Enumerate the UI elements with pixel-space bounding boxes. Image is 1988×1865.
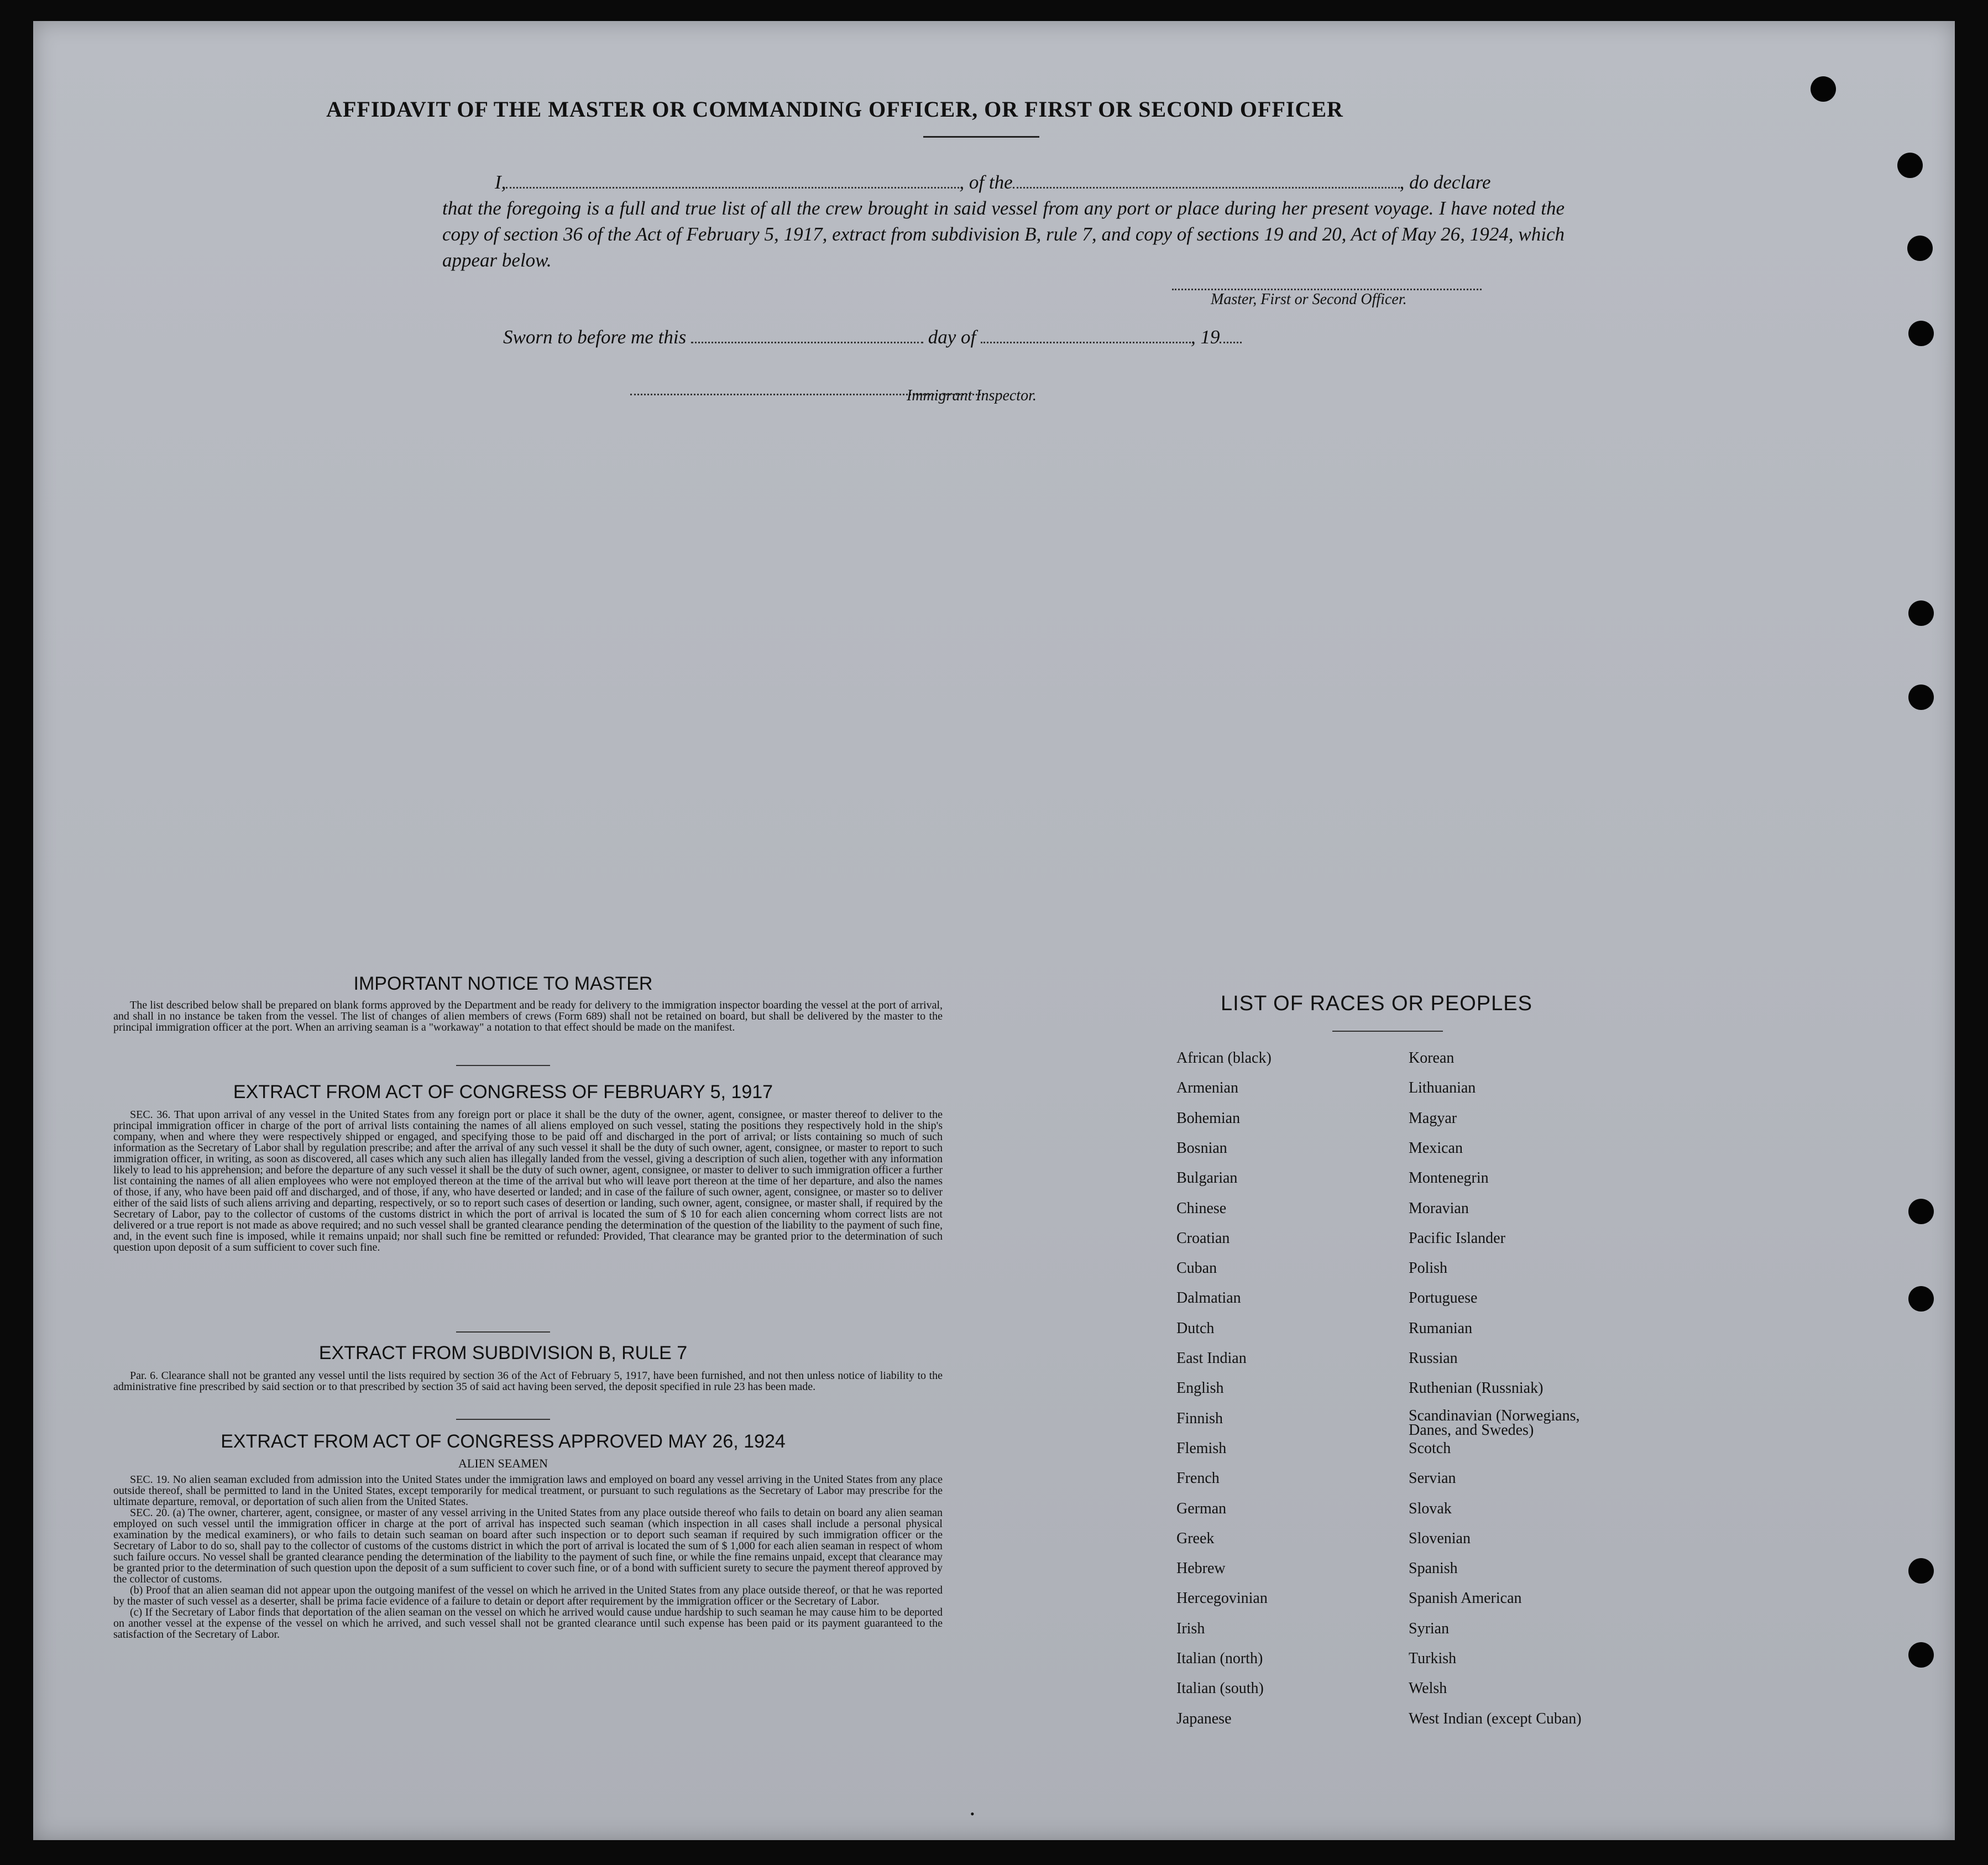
- punch-hole: [1908, 321, 1934, 346]
- punch-hole: [1908, 1199, 1934, 1224]
- declaration-of-the: , of the: [959, 171, 1013, 193]
- title-rule: [923, 136, 1039, 138]
- punch-hole: [1908, 685, 1934, 710]
- race-item: Bulgarian: [1176, 1169, 1238, 1187]
- day-of-label: day of: [928, 326, 976, 348]
- race-item: Dalmatian: [1176, 1289, 1241, 1307]
- divider: [456, 1331, 550, 1333]
- sworn-month-blank[interactable]: [981, 325, 1191, 343]
- race-item: Bosnian: [1176, 1139, 1227, 1157]
- race-item: East Indian: [1176, 1350, 1247, 1367]
- race-item: Russian: [1409, 1350, 1458, 1367]
- rule7-paragraph: Par. 6. Clearance shall not be granted any vessel until the lists required by section 36 of the Act of February 5, 1917, have been furnished, and not then unless notice of liability to the administrative fine prescribed by said section or to that prescribed by section 35 of said act having been served, the deposit specified in rule 23 has been made.: [113, 1370, 943, 1393]
- race-item: Spanish: [1409, 1560, 1458, 1577]
- sec20b-paragraph: (b) Proof that an alien seaman did not appear upon the outgoing manifest of the vessel on which he arrived in the United States from any place outside thereof, or that he was reported by the master of such vessel as a deserter, shall be prima facie evidence of a failure to detain or deport after requirement by the immigration officer or the Secretary of Labor.: [113, 1584, 943, 1607]
- declaration-block: [442, 169, 1565, 273]
- race-item: Dutch: [1176, 1319, 1215, 1337]
- affidavit-title: AFFIDAVIT OF THE MASTER OR COMMANDING OFFICER, OR FIRST OR SECOND OFFICER: [326, 97, 1343, 122]
- year-label: , 19: [1190, 326, 1220, 348]
- race-item: Mexican: [1409, 1139, 1463, 1157]
- name-blank[interactable]: [506, 170, 959, 189]
- race-item: Hebrew: [1176, 1560, 1226, 1577]
- races-title: LIST OF RACES OR PEOPLES: [1221, 992, 1532, 1015]
- race-item: Ruthenian (Russniak): [1409, 1380, 1544, 1397]
- declaration-first-line: [442, 169, 1565, 195]
- race-item: Servian: [1409, 1470, 1456, 1487]
- master-signature-label: Master, First or Second Officer.: [1211, 291, 1407, 308]
- notice-text: [113, 1000, 943, 1033]
- race-item: Polish: [1409, 1260, 1448, 1277]
- race-item: Korean: [1409, 1049, 1455, 1067]
- divider: [456, 1419, 550, 1420]
- race-item: Hercegovinian: [1176, 1590, 1268, 1607]
- race-item: Portuguese: [1409, 1289, 1478, 1307]
- sworn-year-blank[interactable]: [1220, 325, 1242, 343]
- sec20c-paragraph: (c) If the Secretary of Labor finds that deportation of the alien seaman on the vessel on which he arrived would cause undue hardship to such seaman he may cause him to be deported on another vessel at the expense of the vessel on which he arrived, and such vessel shall not be granted clearance until such expense has been paid or its payment guaranteed to the satisfaction of the Secretary of Labor.: [113, 1606, 943, 1641]
- extract-1924-title: EXTRACT FROM ACT OF CONGRESS APPROVED MAY 26, 1924: [221, 1431, 786, 1452]
- inspector-signature-label: Immigrant Inspector.: [907, 387, 1037, 404]
- sec20a-paragraph: SEC. 20. (a) The owner, charterer, agent, consignee, or master of any vessel arriving in the United States from any place outside thereof who fails to detain on board any alien seaman employed on such vessel until the immigration officer in charge at the port of arrival has inspected such seaman (which inspection in all cases shall include a personal physical examination by the medical examiners), or who fails to detain such seaman on board after such inspection or to deport such seaman if required by such immigration officer or the Secretary of Labor to do so, shall pay to the collector of customs of the customs district in which the port of arrival is located the sum of $ 1,000 for each alien seaman in respect of whom such failure occurs. No vessel shall be granted clearance pending the determination of the liability to the payment of such fine, or while the fine remains unpaid, except that clearance may be granted prior to the determination of such question upon the deposit of a sum sufficient to cover such fine, or of a bond with sufficient surety to secure the payment thereof approved by the collector of customs.: [113, 1507, 943, 1585]
- race-item: African (black): [1176, 1049, 1272, 1067]
- race-item: Finnish: [1176, 1409, 1223, 1427]
- punch-hole: [1908, 1286, 1934, 1312]
- rule7-text: [113, 1370, 943, 1392]
- race-item: Magyar: [1409, 1109, 1457, 1127]
- sworn-line: [503, 324, 1332, 350]
- notice-paragraph: The list described below shall be prepared on blank forms approved by the Department and be ready for delivery to the immigration inspector boarding the vessel at the port of arrival, and shall in no instance be taken from the vessel. The list of changes of alien members of crews (Form 689) shall not be retained on board, but shall be delivered by the master to the principal immigration officer at the port. When an arriving seaman is a "workaway" a notation to that effect should be made on the manifest.: [113, 999, 943, 1033]
- race-item: Scotch: [1409, 1439, 1451, 1457]
- races-rule: [1332, 1031, 1443, 1032]
- rule7-title: EXTRACT FROM SUBDIVISION B, RULE 7: [318, 1342, 688, 1364]
- punch-hole: [1908, 1558, 1934, 1584]
- race-item: West Indian (except Cuban): [1409, 1710, 1582, 1727]
- race-item: Rumanian: [1409, 1319, 1473, 1337]
- punch-hole: [1811, 76, 1836, 102]
- sworn-day-blank[interactable]: [691, 325, 923, 343]
- extract-1917-title: EXTRACT FROM ACT OF CONGRESS OF FEBRUARY 5, 1917: [233, 1082, 773, 1103]
- race-item: Montenegrin: [1409, 1169, 1489, 1187]
- extract-1917-text: [113, 1109, 943, 1253]
- race-item: Cuban: [1176, 1260, 1217, 1277]
- race-item: Slovenian: [1409, 1529, 1471, 1547]
- punch-hole: [1907, 236, 1933, 261]
- extract-1924-text: [113, 1474, 943, 1640]
- race-item: German: [1176, 1500, 1227, 1517]
- race-item: Italian (south): [1176, 1680, 1264, 1697]
- race-item: Welsh: [1409, 1680, 1447, 1697]
- punch-hole: [1908, 600, 1934, 626]
- page-mark: •: [970, 1807, 975, 1821]
- sec36-paragraph: SEC. 36. That upon arrival of any vessel in the United States from any foreign port or place it shall be the duty of the owner, agent, consignee, or master thereof to deliver to the principal immigration officer in charge of the port of arrival lists containing the names of all aliens employed on such vessel, stating the positions they respectively hold in the ship's company, when and where they were respectively shipped or engaged, and specifying those to be paid off and discharged in the port of arrival; or lists containing so much of such information as the Secretary of Labor shall by regulation prescribe; and after the arrival of any such vessel it shall be the duty of such owner, agent, consignee, or master to report to such immigration officer, in writing, as soon as discovered, all cases which any such alien has illegally landed from the vessel, giving a description of such alien, together with any information likely to lead to his apprehension; and before the departure of any such vessel it shall be the duty of such owner, agent, consignee, or master to deliver to such immigration officer a further list containing the names of all alien employees who were not employed thereon at the time of the arrival but who will leave port thereon at the time of her departure, and also the names of those, if any, who have been paid off and discharged, and of those, if any, who have deserted or landed; and in case of the failure of such owner, agent, consignee, or master so to deliver either of the said lists of such aliens arriving and departing, respectively, or so to report such cases of desertion or landing, such owner, agent, consignee, or master shall, if required by the Secretary of Labor, pay to the collector of customs of the customs district in which the port of arrival is located the sum of $ 10 for each alien concerning whom correct lists are not delivered or a true report is not made as above required; and no such vessel shall be granted clearance pending the determination of the question of the liability to the payment of such fine, and, in the event such fine is imposed, while it remains unpaid; nor shall such fine be remitted or refunded: Provided, That clearance may be granted prior to the determination of such question upon deposit of a sum sufficient to cover such fine.: [113, 1109, 943, 1253]
- punch-hole: [1908, 1642, 1934, 1668]
- race-item: Moravian: [1409, 1199, 1469, 1217]
- sec19-paragraph: SEC. 19. No alien seaman excluded from admission into the United States under the immigration laws and employed on board any vessel arriving in the United States from any place outside thereof, shall be permitted to land in the United States, except temporarily for medical treatment, or pursuant to such regulations as the Secretary of Labor may prescribe for the ultimate departure, removal, or deportation of such alien from the United States.: [113, 1474, 943, 1508]
- notice-title: IMPORTANT NOTICE TO MASTER: [353, 973, 653, 994]
- declaration-do-declare: , do declare: [1399, 171, 1491, 193]
- race-item: Italian (north): [1176, 1650, 1263, 1667]
- race-item: Chinese: [1176, 1199, 1227, 1217]
- race-item: Syrian: [1409, 1620, 1450, 1637]
- divider: [456, 1065, 550, 1066]
- race-item: Turkish: [1409, 1650, 1457, 1667]
- race-item: Slovak: [1409, 1500, 1452, 1517]
- sworn-label: Sworn to before me this: [503, 326, 687, 348]
- race-item: Croatian: [1176, 1229, 1230, 1247]
- alien-seamen-subtitle: ALIEN SEAMEN: [458, 1456, 548, 1470]
- punch-hole: [1897, 153, 1923, 178]
- master-signature-line[interactable]: [1172, 281, 1482, 290]
- race-item: English: [1176, 1380, 1224, 1397]
- race-item: Pacific Islander: [1409, 1229, 1505, 1247]
- race-item: French: [1176, 1470, 1220, 1487]
- race-item: Flemish: [1176, 1439, 1227, 1457]
- race-item: Armenian: [1176, 1079, 1238, 1097]
- race-item: Spanish American: [1409, 1590, 1522, 1607]
- race-item: Bohemian: [1176, 1109, 1241, 1127]
- race-item: Greek: [1176, 1529, 1215, 1547]
- race-item: Scandinavian (Norwegians, Danes, and Swedes): [1409, 1407, 1580, 1439]
- race-item: Lithuanian: [1409, 1079, 1476, 1097]
- declaration-i: I,: [495, 171, 506, 193]
- race-item: Irish: [1176, 1620, 1205, 1637]
- document-page: [33, 21, 1955, 1840]
- race-item: Japanese: [1176, 1710, 1232, 1727]
- declaration-body: that the foregoing is a full and true list of all the crew brought in said vessel from any port or place during her present voyage. I have noted the copy of section 36 of the Act of February 5, 1917, extract from subdivision B, rule 7, and copy of sections 19 and 20, Act of May 26, 1924, which appear below.: [442, 197, 1565, 271]
- vessel-blank[interactable]: [1013, 170, 1400, 189]
